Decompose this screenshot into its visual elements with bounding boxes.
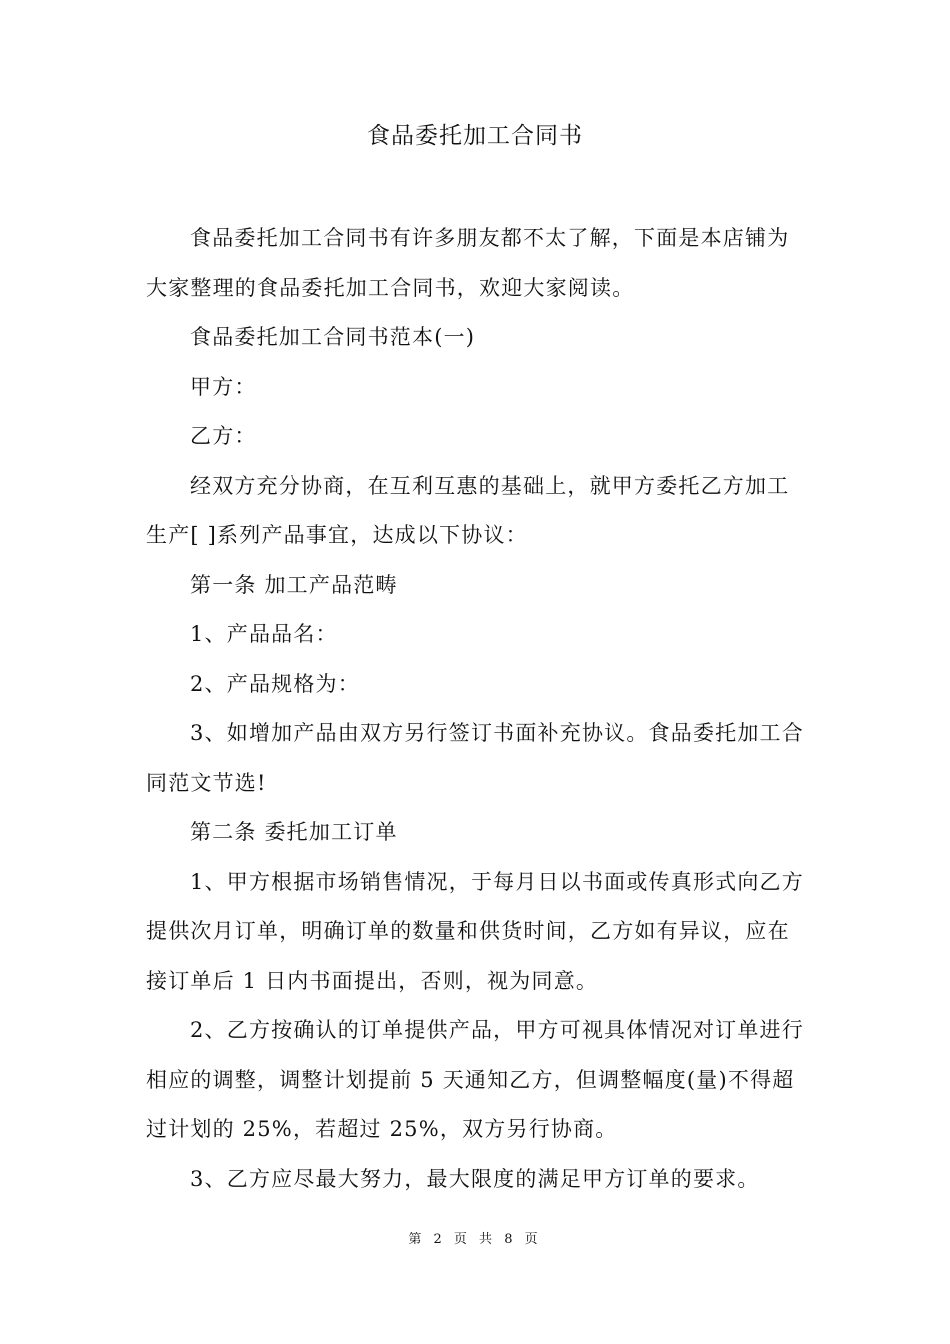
article-2-item-1: 1、甲方根据市场销售情况，于每月日以书面或传真形式向乙方提供次月订单，明确订单的数量和供货时间，乙方如有异议，应在接订单后 1 日内书面提出，否则，视为同意。 <box>146 869 804 993</box>
article-2-item-2: 2、乙方按确认的订单提供产品，甲方可视具体情况对订单进行相应的调整，调整计划提前 5 天通知乙方，但调整幅度(量)不得超过计划的 25%，若超过 25%，双方另行协商。 <box>146 1018 804 1141</box>
document-body <box>146 214 806 1204</box>
article-1-item-3: 3、如增加产品由双方另行签订书面补充协议。食品委托加工合同范文节选! <box>146 721 804 795</box>
article-2-item-3: 3、乙方应尽最大努力，最大限度的满足甲方订单的要求。 <box>190 1166 760 1191</box>
paragraph-preamble: 经双方充分协商，在互利互惠的基础上，就甲方委托乙方加工生产[ ]系列产品事宜，达成以下协议： <box>146 473 790 547</box>
paragraph-template-heading: 食品委托加工合同书范本(一) <box>190 325 476 349</box>
document-title: 食品委托加工合同书 <box>367 123 583 149</box>
paragraph-party-a: 甲方： <box>190 374 257 399</box>
paragraph-party-b: 乙方： <box>190 424 257 448</box>
article-1-item-1: 1、产品品名： <box>190 622 338 646</box>
page-number: 第 2 页 共 8 页 <box>408 1232 542 1247</box>
paragraph-intro: 食品委托加工合同书有许多朋友都不太了解，下面是本店铺为大家整理的食品委托加工合同书，欢迎大家阅读。 <box>146 226 790 300</box>
article-1-item-2: 2、产品规格为： <box>190 671 360 696</box>
article-1-heading: 第一条 加工产品范畴 <box>190 572 398 597</box>
article-2-heading: 第二条 委托加工订单 <box>190 820 398 844</box>
